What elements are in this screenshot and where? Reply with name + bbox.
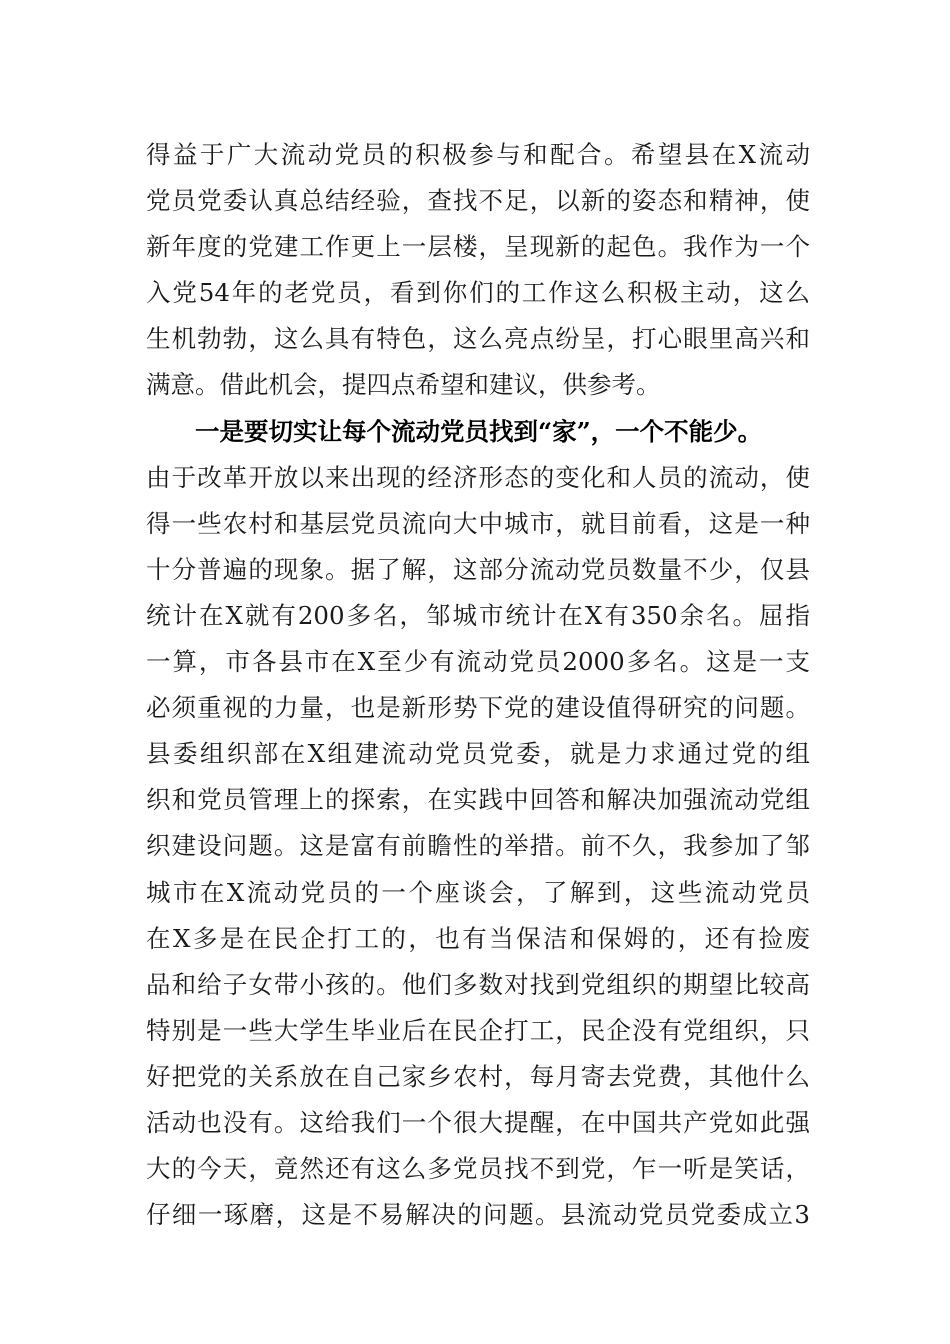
body-text (146, 132, 810, 1238)
text-line: 一算，市各县市在X至少有流动党员2000多名。这是一支 (146, 647, 810, 677)
text-line: 满意。借此机会，提四点希望和建议，供参考。 (146, 370, 661, 400)
text-line: 十分普遍的现象。据了解，这部分流动党员数量不少，仅县 (146, 554, 810, 584)
text-line: 党员党委认真总结经验，查找不足，以新的姿态和精神，使 (146, 186, 810, 216)
section-heading: 一是要切实让每个流动党员找到“家”，一个不能少。 (195, 416, 763, 446)
text-line: 大的今天，竟然还有这么多党员找不到党，乍一听是笑话， (146, 1154, 810, 1184)
text-line: 生机勃勃，这么具有特色，这么亮点纷呈，打心眼里高兴和 (146, 324, 810, 354)
text-line: 城市在X流动党员的一个座谈会，了解到，这些流动党员 (146, 877, 810, 907)
text-line: 特别是一些大学生毕业后在民企打工，民企没有党组织，只 (146, 1015, 810, 1045)
text-line: 县委组织部在X组建流动党员党委，就是力求通过党的组 (146, 739, 810, 769)
text-line: 活动也没有。这给我们一个很大提醒，在中国共产党如此强 (146, 1107, 810, 1137)
text-line: 在X多是在民企打工的，也有当保洁和保姆的，还有捡废 (146, 923, 810, 953)
text-line: 织建设问题。这是富有前瞻性的举措。前不久，我参加了邹 (146, 831, 810, 861)
text-line: 得一些农村和基层党员流向大中城市，就目前看，这是一种 (146, 508, 810, 538)
text-line: 品和给子女带小孩的。他们多数对找到党组织的期望比较高 (146, 969, 810, 999)
text-line: 入党54年的老党员，看到你们的工作这么积极主动，这么 (146, 278, 810, 308)
text-line: 织和党员管理上的探索，在实践中回答和解决加强流动党组 (146, 785, 810, 815)
text-line: 统计在X就有200多名，邹城市统计在X有350余名。屈指 (146, 600, 810, 630)
text-line: 得益于广大流动党员的积极参与和配合。希望县在X流动 (146, 140, 810, 169)
text-line: 好把党的关系放在自己家乡农村，每月寄去党费，其他什么 (146, 1061, 810, 1091)
text-line: 由于改革开放以来出现的经济形态的变化和人员的流动，使 (146, 462, 810, 492)
text-line: 仔细一琢磨，这是不易解决的问题。县流动党员党委成立3 (146, 1200, 810, 1230)
text-line: 新年度的党建工作更上一层楼，呈现新的起色。我作为一个 (146, 232, 810, 262)
text-line: 必须重视的力量，也是新形势下党的建设值得研究的问题。 (146, 693, 810, 723)
